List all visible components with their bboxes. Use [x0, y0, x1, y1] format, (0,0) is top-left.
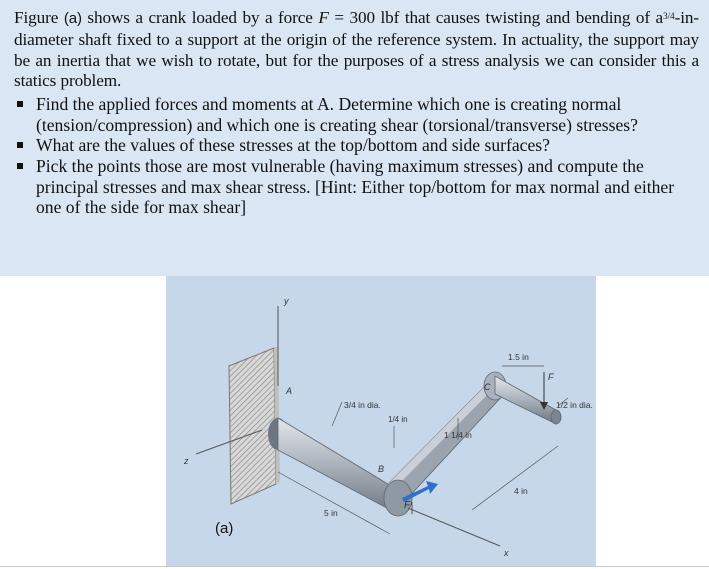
bullet-icon	[17, 101, 23, 107]
dim-34dia-leader	[332, 402, 342, 426]
bullet-icon	[17, 163, 23, 169]
intro-word-figure: Figure	[14, 8, 59, 27]
page-divider	[0, 566, 709, 567]
intro-part-1: shows a crank loaded by a force	[87, 8, 313, 27]
force-symbol: F	[318, 8, 329, 27]
task-text: What are the values of these stresses at the top/bottom and side surfaces?	[36, 135, 550, 156]
force-value: = 300 lbf	[334, 8, 400, 27]
dim-15in-label: 1.5 in	[508, 352, 529, 362]
diameter-fraction: 3/4	[663, 11, 675, 21]
point-c-label: C	[484, 382, 491, 392]
dim-12dia-label: 1/2 in dia.	[556, 400, 593, 410]
z-axis-label: z	[184, 456, 189, 466]
task-text: Find the applied forces and moments at A. Determine which one is creating normal (tension/compression) and which one is creating shear (torsional/transverse) stresses?	[36, 94, 638, 135]
crank-pin	[495, 376, 561, 424]
dim-114in-label: 1 1/4 in	[444, 430, 472, 440]
task-text: Pick the points those are most vulnerable (having maximum stresses) and compute the principal stresses and max shear stress. [Hint: Either top/bottom for max normal and either one of the side for max shear]	[36, 155, 675, 218]
dim-5in-label: 5 in	[324, 508, 338, 518]
bullet-icon	[17, 142, 23, 148]
problem-intro	[14, 6, 699, 92]
problem-statement	[0, 0, 709, 276]
intro-part-3: -in-diameter shaft fixed to a support at the origin of the reference system. In actuality, the support may be an inertia that we wish to rotate, but for the purposes of a stress analysis we can consider this a statics problem.	[14, 8, 700, 91]
y-axis-label: y	[284, 296, 289, 306]
figure-reference: (a)	[63, 10, 82, 27]
intro-part-2: that causes twisting and bending of a	[404, 8, 664, 27]
dim-4in-line	[472, 446, 558, 510]
force-f-top-label: F	[548, 372, 554, 382]
dim-4in-label: 4 in	[514, 486, 528, 496]
x-axis-label: x	[504, 548, 509, 558]
task-item	[14, 156, 699, 218]
dim-14in-label: 1/4 in	[388, 415, 408, 424]
force-f-bottom-label: F	[404, 500, 411, 511]
point-b-label: B	[378, 464, 385, 474]
task-item	[14, 94, 699, 135]
point-a-label: A	[286, 386, 293, 396]
figure-caption: (a)	[215, 520, 234, 537]
crank-arm	[384, 372, 506, 516]
task-list	[14, 94, 699, 218]
x-axis-line	[408, 508, 500, 546]
dim-34dia-label: 3/4 in dia.	[344, 400, 381, 410]
task-item	[14, 135, 699, 156]
